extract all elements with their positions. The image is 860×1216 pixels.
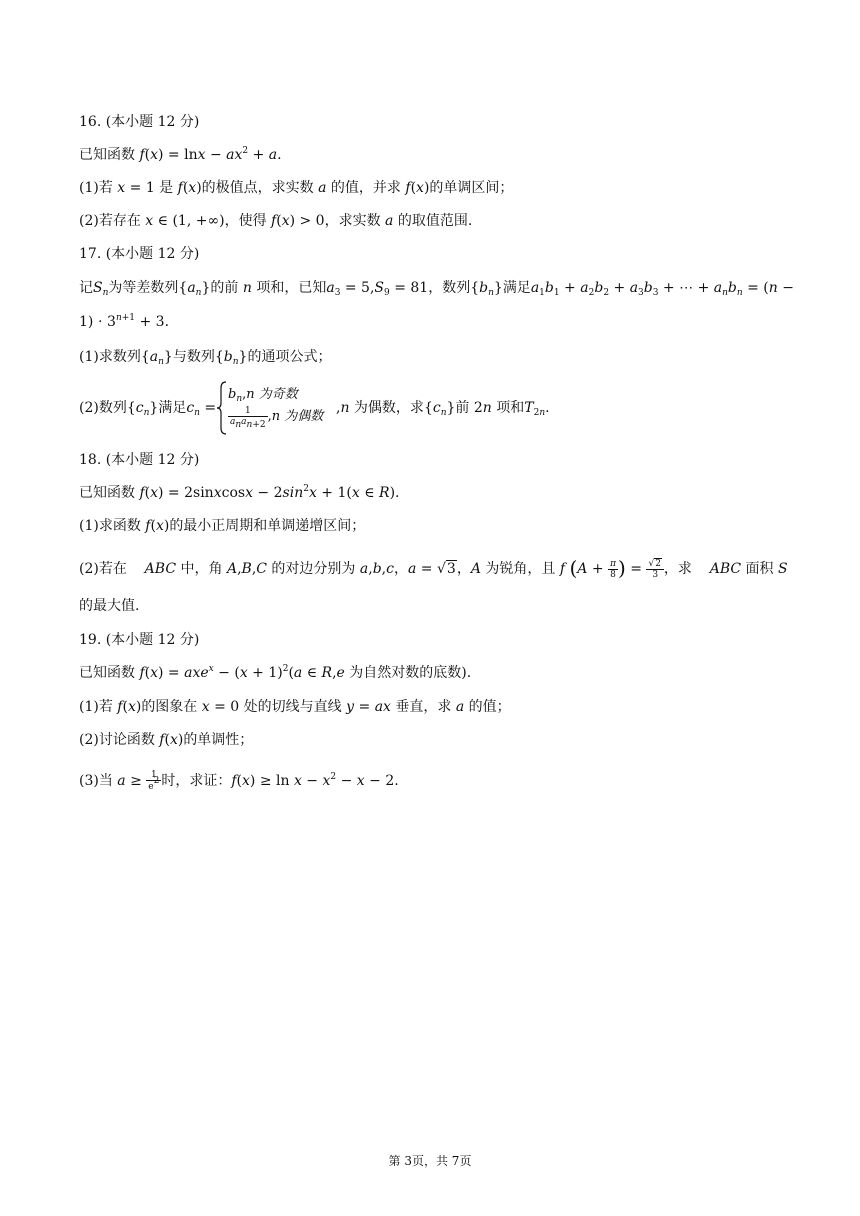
piecewise-case-odd: $b_n,n$ 为奇数 xyxy=(228,387,298,404)
q19-part2: (2)讨论函数 f(x)的单调性； xyxy=(79,732,254,748)
q16-function: $f(x) = \ln x - ax^2 + a$ xyxy=(139,146,278,163)
q16-heading: 16. (本小题 12 分) xyxy=(79,114,200,130)
piecewise-brace xyxy=(216,381,228,435)
q18-stem: 已知函数 f(x) = 2sinxcosx − $2\sin^2x + 1(x$ ∈ R). xyxy=(79,484,400,501)
piecewise-case-even: $\frac{1}{a_na_{n+2}}$ ,n 为偶数 xyxy=(230,406,324,430)
q18-part2: (2)若在 ABC 中，角 A,B,C 的对边分别为 a,b,c，a = √3，A 为锐角，且 f (A + $\frac{\pi}{8}$ ) = $\frac{√2}{3}$ ，求 ABC 面积 S xyxy=(79,556,788,580)
q18-part1: (1)求函数 f(x)的最小正周期和单调递增区间； xyxy=(79,518,366,534)
q19-stem: 已知函数 $f(x) = axe^x - (x + 1)^2(a$ ∈ R,e 为自然对数的底数). xyxy=(79,664,472,681)
q16-part1: (1)若 x = 1 是 f(x)的极值点，求实数 a 的值，并求 f(x)的单调区间； xyxy=(79,180,514,196)
q18-heading: 18. (本小题 12 分) xyxy=(79,452,200,468)
q18-part2-tail: 的最大值. xyxy=(79,598,140,614)
q16-stem: 已知函数 $f(x) = \ln x - ax^2 + a$. xyxy=(79,146,282,163)
q17-stem-line1: 记$S_n$为等差数列$\{a_n\}$的前 n 项和，已知$a_3 = 5,S_9 = 81$，数列$\{b_n\}$满足$a_1b_1 + a_2b_2 + a_3b_3$ + ⋯ + $a_nb_n = (n$ − xyxy=(79,280,794,298)
q19-part3: (3)当 a ≥ $\frac{1}{e^2}$ 时，求证：$f(x) \ge \ln x - x^2 - x - 2$. xyxy=(79,770,399,792)
q19-part1: (1)若 f(x)的图象在 x = 0 处的切线与直线 y = ax 垂直，求 a 的值； xyxy=(79,699,511,715)
page-footer: 第 3页，共 7页 xyxy=(388,1154,472,1168)
q17-heading: 17. (本小题 12 分) xyxy=(79,246,200,262)
q17-part1: (1)求数列$\{a_n\}$与数列$\{b_n\}$的通项公式； xyxy=(79,349,332,367)
q17-part2-tail: ,n 为偶数，求$\{c_n\}$前 2n 项和$T_{2n}$. xyxy=(336,400,550,418)
q19-heading: 19. (本小题 12 分) xyxy=(79,632,200,648)
q16-part2: (2)若存在 x ∈ (1, +∞)，使得 f(x) > 0，求实数 a 的取值范围. xyxy=(79,213,473,229)
q17-part2: (2)数列$\{c_n\}$满足$c_n$ = xyxy=(79,400,217,418)
q17-stem-line2: $1) \cdot 3^{n+1} + 3$. xyxy=(79,313,170,330)
